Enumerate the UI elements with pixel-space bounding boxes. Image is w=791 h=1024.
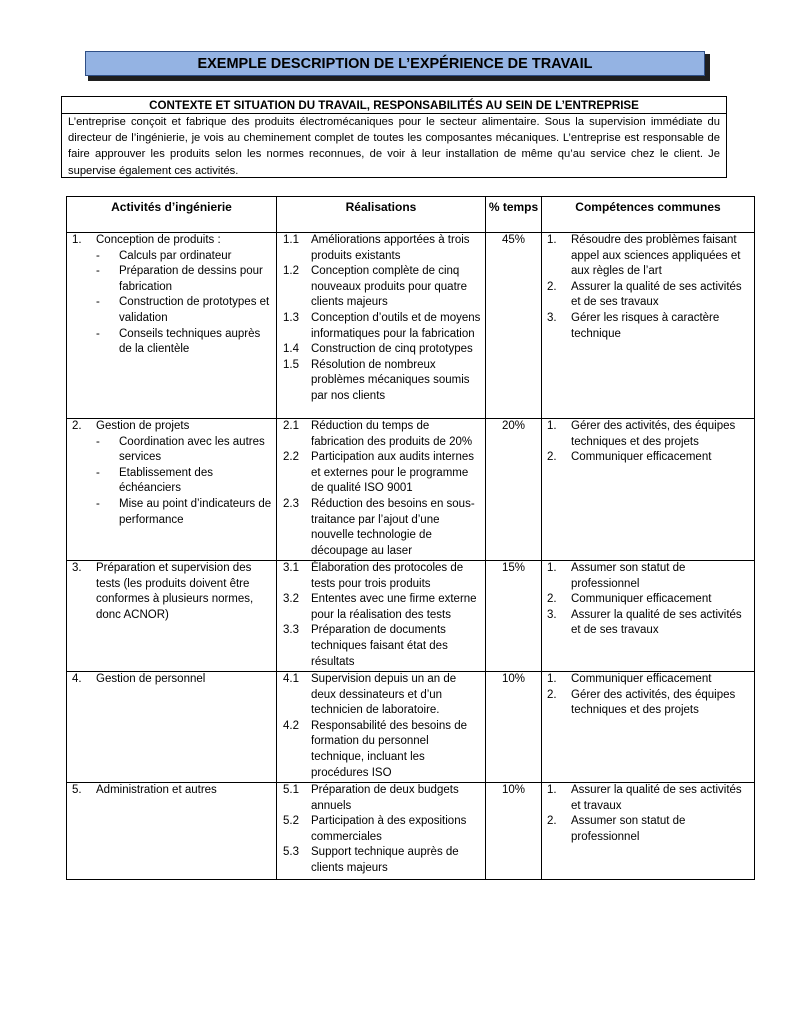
realisation-text: Construction de cinq prototypes [311,343,473,356]
realisation-item [277,783,485,814]
activity-cell [67,672,277,783]
competence-item [542,311,754,342]
activity-number: 2. [72,420,82,432]
realisations-cell [277,672,486,783]
competence-number: 2. [547,451,557,464]
header-percent: % temps [486,197,542,233]
activity-subitem [67,264,276,295]
activity-subitem-text: Préparation de dessins pour fabrication [119,265,263,293]
dash-bullet: - [96,265,100,278]
competence-item [542,280,754,311]
activity-cell [67,561,277,672]
realisation-item [277,358,485,405]
realisation-item [277,845,485,876]
competence-number: 1. [547,562,557,574]
activity-item [67,672,276,688]
activity-number: 3. [72,562,82,574]
context-heading: CONTEXTE ET SITUATION DU TRAVAIL, RESPONSABILITÉS AU SEIN DE L’ENTREPRISE [62,97,726,114]
realisation-item [277,814,485,845]
dash-bullet: - [96,497,100,510]
realisation-text: Ententes avec une firme externe pour la réalisation des tests [311,593,477,621]
realisation-number: 5.3 [283,846,299,859]
activity-number: 4. [72,673,82,685]
competence-text: Gérer des activités, des équipes techniques et des projets [571,688,736,717]
realisation-item [277,672,485,719]
competence-text: Communiquer efficacement [571,593,712,606]
realisations-cell [277,419,486,561]
activity-subitem [67,466,276,497]
competences-cell [542,419,755,561]
realisation-item [277,419,485,450]
dash-bullet: - [96,466,100,479]
context-box [61,96,727,178]
activity-cell [67,233,277,419]
activity-subitem [67,295,276,326]
table-header-row [67,197,755,233]
table-row [67,233,755,419]
realisation-number: 4.2 [283,719,299,732]
competence-number: 2. [547,280,557,293]
activity-cell [67,783,277,880]
realisation-item [277,342,485,358]
dash-bullet: - [96,327,100,340]
realisation-number: 1.3 [283,311,299,324]
competence-number: 1. [547,420,557,432]
realisation-text: Conception complète de cinq nouveaux produits pour quatre clients majeurs [311,265,467,309]
competence-text: Gérer les risques à caractère technique [571,311,720,340]
realisation-text: Supervision depuis un an de deux dessinateurs et d’un technicien de laboratoire. [311,673,457,717]
competence-item [542,783,754,814]
percent-cell: 10% [486,783,542,880]
context-text: L’entreprise conçoit et fabrique des produits électromécaniques pour le secteur alimentaire. Sous la supervision immédiate du directeur de l’ingénierie, je vois au cheminement complet de toutes les composantes mécaniques. L’entreprise est responsable de faire approuver les produits selon les normes reconnues, de voir à leur installation de même qu’au service chez le client. Je supervise également ces activités. [68,116,720,177]
realisation-number: 1.4 [283,343,299,356]
competence-text: Gérer des activités, des équipes techniques et des projets [571,420,736,448]
activity-cell [67,419,277,561]
page-title: EXEMPLE DESCRIPTION DE L’EXPÉRIENCE DE TRAVAIL [85,51,705,76]
table-row [67,783,755,880]
realisation-number: 5.2 [283,815,299,828]
realisation-number: 3.3 [283,624,299,637]
activity-title: Administration et autres [96,784,217,796]
activity-title: Gestion de personnel [96,673,206,685]
dash-bullet: - [96,249,100,262]
activity-subitem [67,497,276,528]
realisations-cell [277,783,486,880]
realisation-text: Élaboration des protocoles de tests pour trois produits [311,562,464,590]
activity-subitem [67,327,276,358]
realisation-text: Responsabilité des besoins de formation du personnel technique, incluant les procédures ISO [311,719,467,779]
realisation-text: Améliorations apportées à trois produits existants [311,234,470,262]
realisation-item [277,719,485,781]
dash-bullet: - [96,296,100,309]
competence-number: 1. [547,673,557,685]
dash-bullet: - [96,435,100,448]
competence-item [542,688,754,719]
realisation-text: Conception d’outils et de moyens informatiques pour la fabrication [311,311,481,340]
competence-number: 1. [547,784,557,796]
competence-number: 2. [547,688,557,701]
realisation-number: 1.5 [283,358,299,371]
competences-cell [542,561,755,672]
realisation-text: Résolution de nombreux problèmes mécaniques soumis par nos clients [311,358,470,402]
activity-title: Gestion de projets [96,420,190,432]
realisation-item [277,233,485,264]
competence-text: Communiquer efficacement [571,451,712,464]
activity-number: 5. [72,784,82,796]
competences-cell [542,233,755,419]
realisation-number: 3.2 [283,593,299,606]
realisation-text: Support technique auprès de clients majeurs [311,846,459,874]
competence-item [542,561,754,592]
competences-cell [542,672,755,783]
realisation-number: 2.3 [283,497,299,510]
table-row [67,561,755,672]
realisation-number: 2.2 [283,451,299,464]
competence-number: 1. [547,234,557,246]
competence-item [542,608,754,639]
realisation-item [277,592,485,623]
competence-text: Communiquer efficacement [571,673,712,685]
realisation-number: 1.2 [283,265,299,278]
competence-text: Assumer son statut de professionnel [571,815,686,843]
realisation-number: 1.1 [283,234,299,246]
realisation-item [277,623,485,670]
percent-cell: 20% [486,419,542,561]
activity-number: 1. [72,234,82,246]
realisation-number: 4.1 [283,673,299,685]
realisation-text: Réduction du temps de fabrication des produits de 20% [311,420,473,448]
percent-cell: 45% [486,233,542,419]
competences-cell [542,783,755,880]
realisations-cell [277,233,486,419]
header-competences: Compétences communes [542,197,755,233]
activity-item [67,783,276,799]
percent-cell: 15% [486,561,542,672]
activity-item [67,561,276,623]
competence-item [542,592,754,608]
realisation-text: Préparation de documents techniques faisant état des résultats [311,624,448,668]
competence-number: 2. [547,815,557,828]
experience-table [66,196,755,880]
competence-number: 2. [547,593,557,606]
table-row [67,419,755,561]
competence-item [542,672,754,688]
percent-cell: 10% [486,672,542,783]
activity-subitem-text: Coordination avec les autres services [119,435,265,464]
competence-text: Résoudre des problèmes faisant appel aux sciences appliquées et aux règles de l’art [571,234,741,278]
realisation-text: Préparation de deux budgets annuels [311,784,459,812]
realisation-number: 3.1 [283,562,299,574]
realisation-number: 2.1 [283,420,299,432]
realisation-item [277,264,485,311]
activity-title: Préparation et supervision des tests (les produits doivent être conformes à plusieurs normes, donc ACNOR) [96,562,254,621]
activity-subitem-text: Etablissement des échéanciers [119,466,213,495]
header-activities: Activités d’ingénierie [67,197,277,233]
activity-item [67,419,276,435]
activity-item [67,233,276,249]
realisation-text: Réduction des besoins en sous-traitance par l’ajout d’une nouvelle technologie de découpage au laser [311,497,475,557]
competence-text: Assurer la qualité de ses activités et de ses travaux [571,280,742,309]
realisation-item [277,497,485,559]
activity-subitem-text: Construction de prototypes et validation [119,296,270,324]
competence-item [542,814,754,845]
activity-subitem-text: Mise au point d’indicateurs de performance [119,497,272,526]
activity-subitem-text: Conseils techniques auprès de la clientèle [119,327,261,356]
activity-title: Conception de produits : [96,234,221,246]
competence-text: Assurer la qualité de ses activités et travaux [571,784,742,812]
table-row [67,672,755,783]
realisation-item [277,450,485,497]
competence-text: Assurer la qualité de ses activités et de ses travaux [571,608,742,637]
competence-number: 3. [547,311,557,324]
competence-item [542,450,754,466]
header-realisations: Réalisations [277,197,486,233]
activity-subitem-text: Calculs par ordinateur [119,249,232,262]
table-body [67,233,755,880]
realisations-cell [277,561,486,672]
realisation-item [277,311,485,342]
competence-item [542,233,754,280]
activity-subitem [67,249,276,265]
activity-subitem [67,435,276,466]
competence-text: Assumer son statut de professionnel [571,562,686,590]
realisation-number: 5.1 [283,784,299,796]
realisation-text: Participation à des expositions commerciales [311,815,467,843]
competence-item [542,419,754,450]
realisation-text: Participation aux audits internes et externes pour le programme de qualité ISO 9001 [311,451,475,495]
competence-number: 3. [547,608,557,621]
realisation-item [277,561,485,592]
